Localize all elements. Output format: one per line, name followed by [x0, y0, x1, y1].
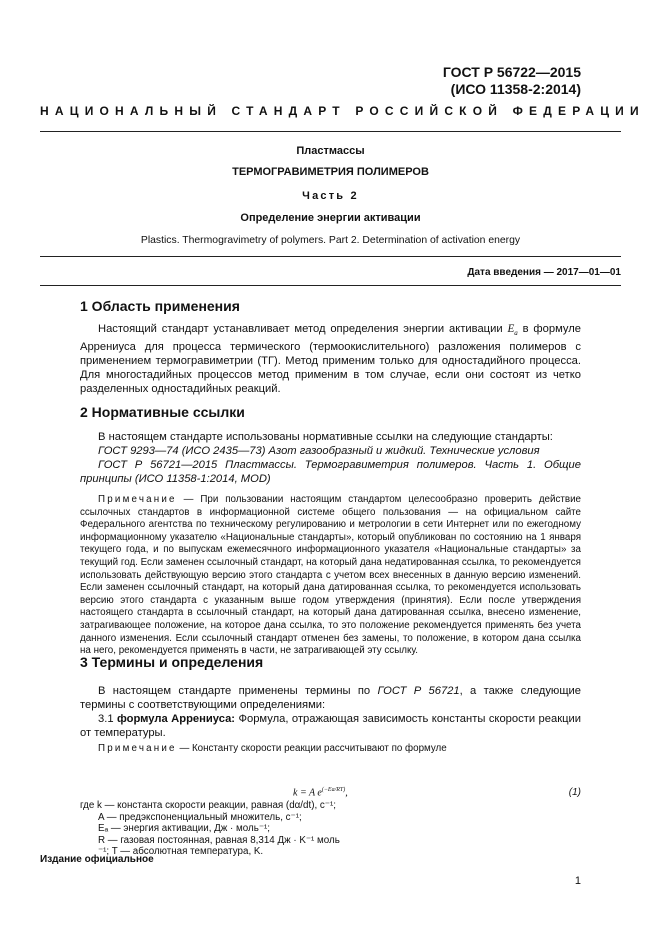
introduction-date: Дата введения — 2017—01—01	[467, 267, 621, 278]
term-number: 3.1	[98, 713, 118, 725]
title-subtitle: Определение энергии активации	[240, 212, 421, 224]
terms-intro-reference: ГОСТ Р 56721	[377, 685, 460, 697]
page-number: 1	[574, 875, 581, 887]
header-rule	[40, 131, 621, 132]
title-rule	[40, 256, 621, 257]
standard-code: ГОСТ Р 56722—2015	[442, 64, 581, 80]
section-2-body	[80, 430, 581, 486]
term-definition: Формула, отражающая зависимость константы скорости реакции от температуры.	[80, 713, 582, 739]
title-main: ТЕРМОГРАВИМЕТРИЯ ПОЛИМЕРОВ	[232, 166, 429, 178]
official-edition: Издание официальное	[40, 854, 154, 865]
standard-designation	[443, 64, 581, 98]
formula-base: k = A e	[293, 787, 322, 799]
ea-subscript: a	[514, 329, 518, 338]
reference-gost-9293: ГОСТ 9293—74 (ИСО 2435—73) Азот газообразный и жидкий. Технические условия	[98, 445, 540, 457]
section-2-note	[80, 494, 581, 658]
note-label-2: Примечание	[98, 743, 177, 754]
definition-r: R — газовая постоянная, равная 8,314 Дж · K⁻¹ моль	[98, 834, 340, 846]
formula-end: ,	[345, 787, 348, 799]
note-text-2: — Константу скорости реакции рассчитывают по формуле	[176, 743, 447, 754]
definition-a: A — предэкспоненциальный множитель, с⁻¹;	[98, 811, 302, 823]
section-3-heading: 3 Термины и определения	[80, 654, 264, 670]
formula-definitions	[80, 800, 581, 858]
scope-text-end: в формуле Аррениуса для процесса термического (термоокислительного) разложения полимеров с применением термогравиметрии (ТГ). Метод применим только для одностадийного процесса. Для многостадийных процессов метод применим в том случае, если они состоят из четко разделенных одностадийных реакций.	[80, 323, 581, 396]
definition-ea: Eₐ — энергия активации, Дж · моль⁻¹;	[98, 823, 270, 834]
section-1-body	[80, 322, 581, 396]
date-rule	[40, 285, 621, 286]
definition-t: ⁻¹; T — абсолютная температура, K.	[98, 846, 264, 857]
formula-exponent: (−Ea/RT)	[321, 787, 346, 793]
section-1-heading: 1 Область применения	[80, 298, 240, 314]
title-category: Пластмассы	[296, 145, 365, 157]
section-3-note	[80, 743, 581, 756]
title-english: Plastics. Thermogravimetry of polymers. Part 2. Determination of activation energy	[140, 235, 521, 246]
term-name: формула Аррениуса:	[117, 713, 236, 725]
section-3-body	[80, 684, 581, 740]
national-standard-banner: НАЦИОНАЛЬНЫЙ СТАНДАРТ РОССИЙСКОЙ ФЕДЕРАЦИИ	[40, 104, 645, 118]
note-text: — При пользовании настоящим стандартом целесообразно проверить действие ссылочных стандартов в информационной системе общего пользования — на официальном сайте Федерального агентства по техническому регулированию и метрологии в сети Интернет или по ежегодному информационному указателю «Национальные стандарты», который опубликован по состоянию на 1 января текущего года, и по выпускам ежемесячного информационного указателя «Национальные стандарты» за текущий год. Если заменен ссылочный стандарт, на который дана недатированная ссылка, то рекомендуется использовать действующую версию этого стандарта с учетом всех внесенных в данную версию изменений. Если заменен ссылочный стандарт, на который дана датированная ссылка, то рекомендуется использовать версию этого стандарта с указанным выше годом утверждения (принятия). Если после утверждения настоящего стандарта в ссылочный стандарт, на который дана датированная ссылка, внесено изменение, затрагивающее положение, на которое дана ссылка, то это положение рекомендуется применять без учета данного изменения. Если ссылочный стандарт отменен без замены, то положение, в котором дана ссылка на него, рекомендуется применять в части, не затрагивающей эту ссылку.	[80, 494, 581, 657]
activation-energy-symbol	[507, 323, 518, 338]
terms-intro-start: В настоящем стандарте применены термины по	[98, 685, 378, 697]
formula-expression	[293, 787, 348, 798]
scope-text-start: Настоящий стандарт устанавливает метод определения энергии активации	[98, 323, 508, 335]
note-label: Примечание	[98, 494, 177, 505]
ea-letter: E	[507, 323, 515, 335]
title-part: Часть 2	[302, 190, 359, 202]
iso-code: (ИСО 11358-2:2014)	[450, 81, 581, 97]
terms-intro-end: , а также следующие термины с соответствующими определениями:	[80, 685, 581, 711]
reference-gost-56721: ГОСТ Р 56721—2015 Пластмассы. Термогравиметрия полимеров. Часть 1. Общие принципы (ИСО 11358-1:2014, MOD)	[80, 459, 581, 485]
formula-number: (1)	[568, 787, 581, 798]
references-intro: В настоящем стандарте использованы нормативные ссылки на следующие стандарты:	[98, 431, 553, 443]
section-2-heading: 2 Нормативные ссылки	[80, 404, 245, 420]
definition-k: где k — константа скорости реакции, равная (dα/dt), с⁻¹;	[80, 800, 336, 811]
